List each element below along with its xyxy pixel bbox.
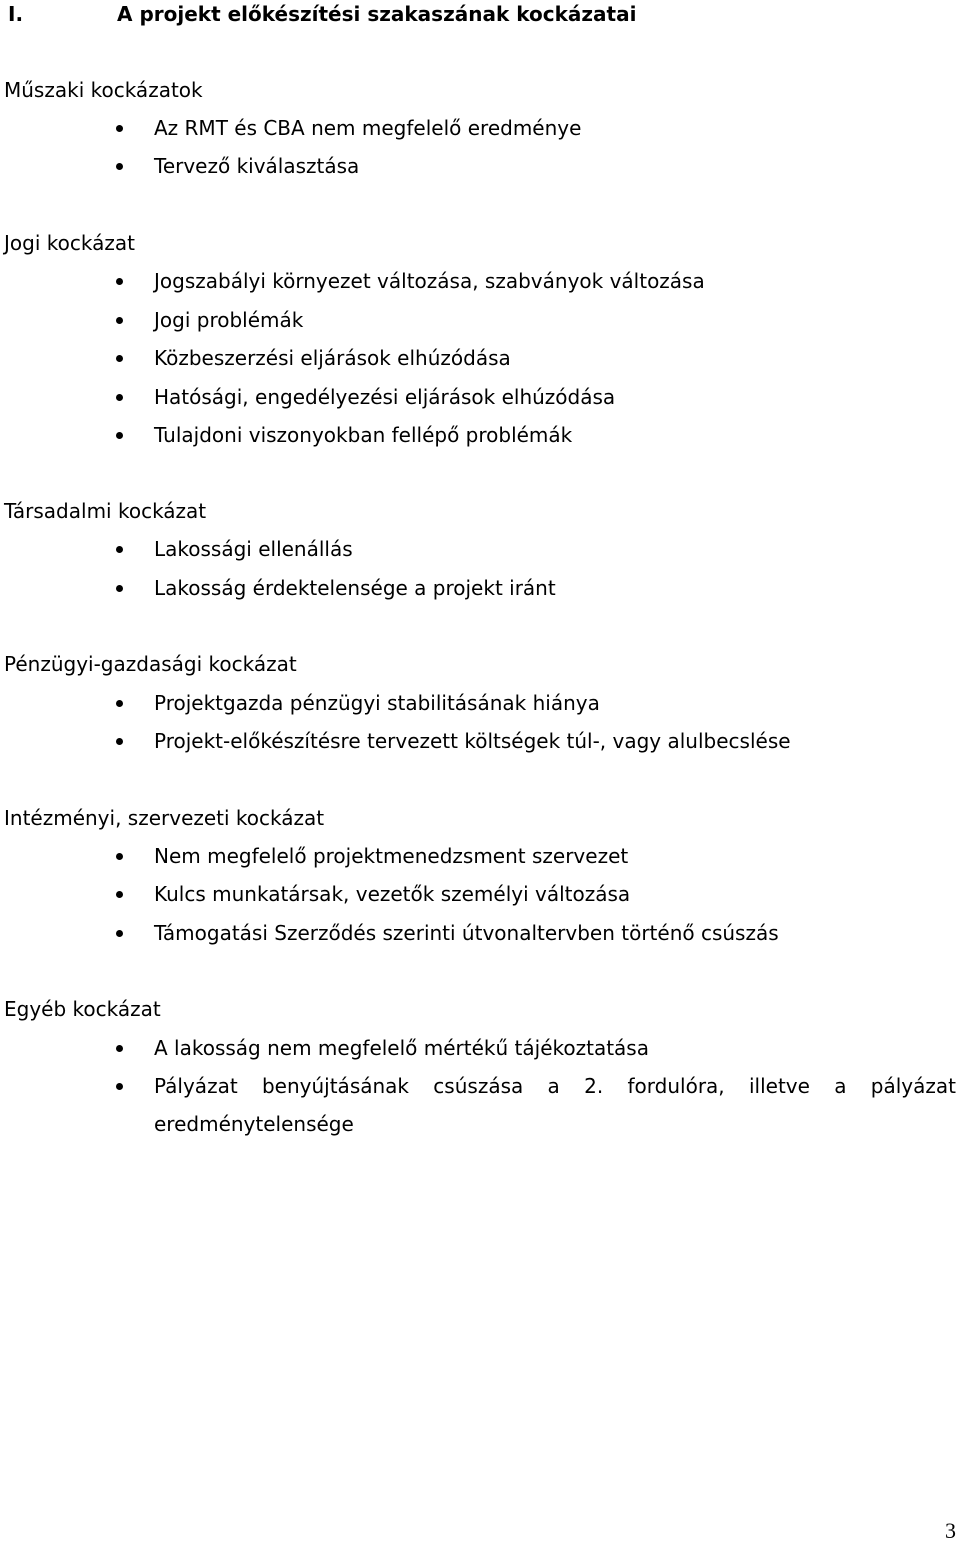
list-item bbox=[0, 306, 960, 344]
list-item-text: Közbeszerzési eljárások elhúzódása bbox=[154, 346, 511, 370]
bullet-icon bbox=[116, 1083, 123, 1090]
bullet-icon bbox=[116, 738, 123, 745]
section-title: Jogi kockázat bbox=[4, 231, 135, 255]
chapter-heading bbox=[0, 0, 960, 28]
bullet-icon bbox=[116, 125, 123, 132]
list-item bbox=[0, 727, 960, 765]
bullet-icon bbox=[116, 278, 123, 285]
list-item bbox=[0, 919, 960, 957]
list-item-text: Támogatási Szerződés szerinti útvonaltervben történő csúszás bbox=[154, 921, 779, 945]
list-item bbox=[0, 152, 960, 190]
list-item-text: Tulajdoni viszonyokban fellépő problémák bbox=[154, 423, 573, 447]
list-item bbox=[0, 1072, 960, 1152]
chapter-number: I. bbox=[8, 2, 24, 26]
section-title: Társadalmi kockázat bbox=[4, 499, 207, 523]
list-item bbox=[0, 535, 960, 573]
list-item-text: Jogszabályi környezet változása, szabványok változása bbox=[154, 269, 705, 293]
section-title: Intézményi, szervezeti kockázat bbox=[4, 806, 325, 830]
list-item-text: Lakosság érdektelensége a projekt iránt bbox=[154, 576, 556, 600]
list-item bbox=[0, 689, 960, 727]
bullet-icon bbox=[116, 585, 123, 592]
list-item-text: Projekt-előkészítésre tervezett költségek túl-, vagy alulbecslése bbox=[154, 729, 791, 753]
list-item bbox=[0, 880, 960, 918]
section-title: Egyéb kockázat bbox=[4, 997, 161, 1021]
list-item-text: Nem megfelelő projektmenedzsment szervezet bbox=[154, 844, 629, 868]
list-item-text: Lakossági ellenállás bbox=[154, 537, 353, 561]
list-item bbox=[0, 421, 960, 459]
bullet-icon bbox=[116, 355, 123, 362]
bullet-icon bbox=[116, 700, 123, 707]
list-item-text: Pályázat benyújtásának csúszása a 2. fordulóra, illetve a pályázat eredménytelensége bbox=[154, 1074, 956, 1136]
bullet-icon bbox=[116, 930, 123, 937]
list-item-text: Az RMT és CBA nem megfelelő eredménye bbox=[154, 116, 582, 140]
list-item bbox=[0, 114, 960, 152]
bullet-icon bbox=[116, 163, 123, 170]
list-item-text: Jogi problémák bbox=[154, 308, 304, 332]
list-item bbox=[0, 344, 960, 382]
bullet-icon bbox=[116, 546, 123, 553]
bullet-icon bbox=[116, 317, 123, 324]
list-item-text: A lakosság nem megfelelő mértékű tájékoztatása bbox=[154, 1036, 649, 1060]
list-item-text: Kulcs munkatársak, vezetők személyi változása bbox=[154, 882, 631, 906]
page-number: 3 bbox=[945, 1518, 956, 1543]
bullet-icon bbox=[116, 394, 123, 401]
list-item-text: Projektgazda pénzügyi stabilitásának hiánya bbox=[154, 691, 600, 715]
list-item-text: Tervező kiválasztása bbox=[154, 154, 360, 178]
list-item bbox=[0, 267, 960, 305]
section-title: Műszaki kockázatok bbox=[4, 78, 203, 102]
bullet-icon bbox=[116, 891, 123, 898]
list-item bbox=[0, 842, 960, 880]
bullet-icon bbox=[116, 853, 123, 860]
list-item bbox=[0, 383, 960, 421]
bullet-icon bbox=[116, 1045, 123, 1052]
section-title: Pénzügyi-gazdasági kockázat bbox=[4, 652, 297, 676]
list-item-text: Hatósági, engedélyezési eljárások elhúzódása bbox=[154, 385, 616, 409]
bullet-icon bbox=[116, 432, 123, 439]
list-item bbox=[0, 574, 960, 612]
chapter-title: A projekt előkészítési szakaszának kockázatai bbox=[117, 2, 637, 26]
